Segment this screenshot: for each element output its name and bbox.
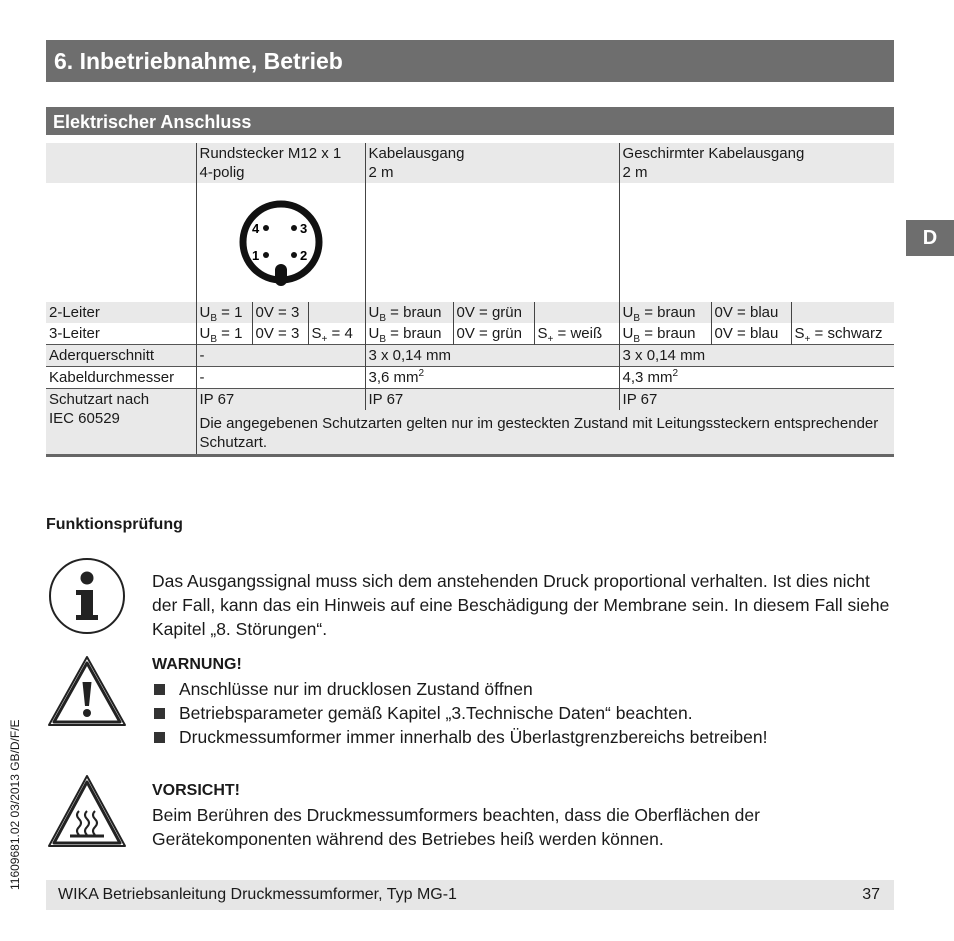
warnung-block: [152, 653, 892, 749]
table-row-3leiter: [46, 323, 894, 345]
pin-label-3: 3: [299, 221, 307, 236]
column-subheader-geschirmt: 2 m: [622, 164, 648, 181]
footer-text: WIKA Betriebsanleitung Druckmessumformer, Typ MG-1: [58, 886, 457, 903]
cell-empty: [791, 302, 894, 323]
subsection-title: Elektrischer Anschluss: [46, 107, 894, 135]
cell-value: IP 67: [365, 389, 619, 411]
pin-3: [291, 225, 297, 231]
cell-0v: 0V = grün: [453, 302, 534, 323]
funktionspruefung-heading: Funktionsprüfung: [46, 516, 183, 533]
cell-value: 3,6 $mm^2$: [365, 367, 619, 389]
info-icon: [46, 555, 128, 637]
list-item: Betriebsparameter gemäß Kapitel „3.Technische Daten“ beachten.: [152, 701, 892, 725]
m12-plug-pinout-diagram: [226, 194, 336, 294]
row-label: Aderquerschnitt: [46, 345, 196, 367]
connection-table: [46, 143, 894, 457]
warning-icon: [46, 654, 128, 728]
vorsicht-block: [152, 779, 892, 851]
cell-ub: $U_B$ = braun: [365, 323, 453, 345]
pin-label-1: 1: [251, 248, 259, 263]
protection-note: Die angegebenen Schutzarten gelten nur im gesteckten Zustand mit Leitungssteckern entsprechender Schutzart.: [196, 410, 894, 456]
table-image-row: [46, 183, 894, 302]
cell-value: -: [196, 367, 365, 389]
table-row-kabeldurchmesser: [46, 367, 894, 389]
column-header-geschirmt: Geschirmter Kabelausgang: [622, 145, 805, 162]
row-label: Kabeldurchmesser: [46, 367, 196, 389]
pin-2: [291, 252, 297, 258]
row-label: 2-Leiter: [49, 304, 100, 321]
cell-value: 3 x 0,14 mm: [619, 345, 894, 367]
warnung-heading: WARNUNG!: [152, 656, 242, 673]
column-header-kabel: Kabelausgang: [368, 145, 465, 162]
cell-0v: 0V = blau: [711, 323, 791, 345]
row-label: 3-Leiter: [49, 325, 100, 342]
column-subheader-kabel: 2 m: [368, 164, 394, 181]
cell-0v: 0V = 3: [252, 323, 308, 345]
column-header-m12: Rundstecker M12 x 1: [199, 145, 342, 162]
cell-value: IP 67: [196, 389, 365, 411]
vorsicht-text: Beim Berühren des Druckmessumformers beachten, dass die Oberflächen der Gerätekomponenten während des Betriebes heiß werden können.: [152, 805, 760, 849]
vorsicht-heading: VORSICHT!: [152, 782, 240, 799]
cell-ub: $U_B = 1$: [196, 302, 252, 323]
cell-s-plus: $S_+$ = schwarz: [791, 323, 894, 345]
cell-ub: $U_B = 1$: [196, 323, 252, 345]
pin-4: [263, 225, 269, 231]
warnung-list: [152, 677, 892, 749]
cell-0v: 0V = grün: [453, 323, 534, 345]
funktionspruefung-text: Das Ausgangssignal muss sich dem anstehenden Druck proportional verhalten. Ist dies nicht der Fall, kann das ein Hinweis auf eine Beschädigung der Membrane sein. In diesem Fall siehe Kapitel „8. Störungen“.: [152, 571, 890, 639]
cell-empty: [534, 302, 619, 323]
cell-s-plus: $S_+$ = weiß: [534, 323, 619, 345]
cell-ub: $U_B$ = braun: [619, 323, 711, 345]
table-row-aderquerschnitt: [46, 345, 894, 367]
language-tab: D: [906, 220, 954, 256]
list-item: Anschlüsse nur im drucklosen Zustand öffnen: [152, 677, 892, 701]
cell-value: -: [196, 345, 365, 367]
cell-value: 3 x 0,14 mm: [365, 345, 619, 367]
row-label: Schutzart nach IEC 60529: [46, 389, 196, 456]
page-footer: [46, 880, 894, 910]
cell-ub: $U_B$ = braun: [365, 302, 453, 323]
table-row-2leiter: [46, 302, 894, 323]
table-row-schutzart: [46, 389, 894, 411]
pin-label-4: 4: [251, 221, 259, 236]
cell-s-plus: $S_+ = 4$: [308, 323, 365, 345]
cell-value: 4,3 $mm^2$: [619, 367, 894, 389]
list-item: Druckmessumformer immer innerhalb des Überlastgrenzbereichs betreiben!: [152, 725, 892, 749]
page-number: 37: [862, 886, 880, 903]
column-subheader-m12: 4-polig: [199, 164, 245, 181]
pin-label-2: 2: [299, 248, 307, 263]
cell-0v: 0V = blau: [711, 302, 791, 323]
cell-empty: [308, 302, 365, 323]
cell-value: IP 67: [619, 389, 894, 411]
document-code: 11609681.02 03/2013 GB/D/F/E: [8, 719, 22, 890]
section-title: 6. Inbetriebnahme, Betrieb: [46, 40, 894, 82]
cell-ub: $U_B$ = braun: [619, 302, 711, 323]
cell-0v: 0V = 3: [252, 302, 308, 323]
hot-surface-icon: [46, 773, 128, 849]
table-header-row: [46, 143, 894, 183]
pin-1: [263, 252, 269, 258]
